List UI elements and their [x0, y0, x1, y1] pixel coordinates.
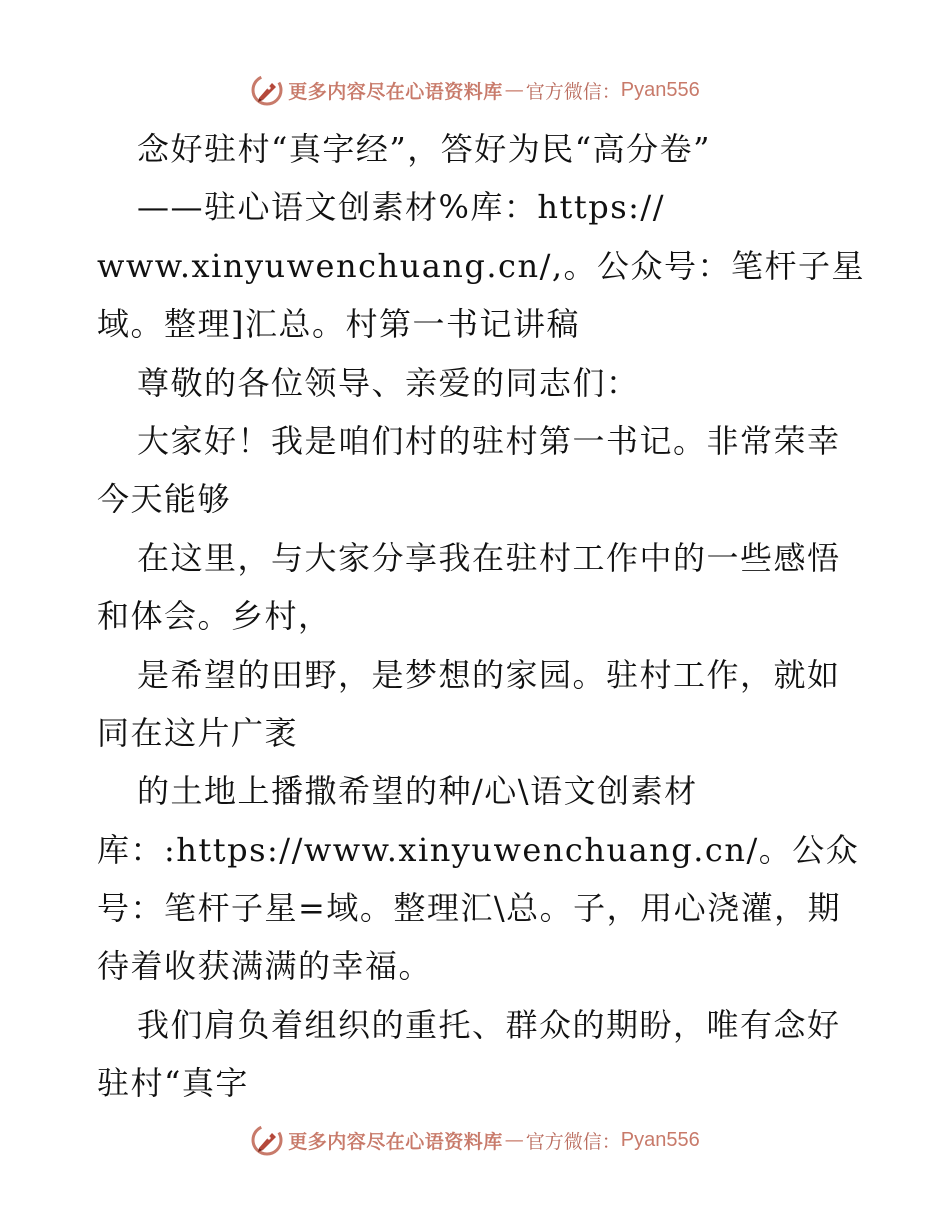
banner-dash: —: [504, 1129, 524, 1151]
text-line: 域。整理]汇总。村第一书记讲稿: [97, 305, 580, 344]
banner-text: 更多内容尽在心语资料库: [288, 1130, 503, 1153]
pen-nib-logo-icon: [250, 1123, 284, 1157]
text-line: 驻村“真字: [97, 1064, 249, 1103]
banner-wechat-label: 官方微信：: [525, 80, 621, 103]
pen-nib-logo-icon: [250, 73, 284, 107]
text-line: ——驻心语文创素材%库：https://: [137, 188, 665, 227]
text-line: www.xinyuwenchuang.cn/,。公众号：笔杆子星: [97, 246, 866, 285]
text-line: 库：:https://www.xinyuwenchuang.cn/。公众: [97, 830, 860, 869]
footer-watermark-banner: [0, 1120, 950, 1160]
banner-wechat-id: Pyan556: [620, 1128, 700, 1151]
salutation-line: 尊敬的各位领导、亲爱的同志们：: [137, 363, 640, 402]
text-line: 待着收获满满的幸福。: [97, 947, 433, 986]
text-line: 的土地上播撒希望的种/心\语文创素材: [137, 772, 698, 811]
text-line: 和体会。乡村，: [97, 597, 332, 636]
text-line: 号：笔杆子星=域。整理汇\总。子，用心浇灌，期: [97, 889, 842, 928]
banner-text: 更多内容尽在心语资料库: [288, 80, 503, 103]
document-title: 念好驻村“真字经”，答好为民“高分卷”: [137, 130, 711, 168]
document-body: [97, 120, 866, 1113]
text-line: 在这里，与大家分享我在驻村工作中的一些感悟: [137, 538, 841, 577]
text-line: 今天能够: [97, 480, 232, 519]
header-watermark-banner: [0, 70, 950, 110]
text-line: 同在这片广袤: [97, 713, 299, 752]
text-line: 大家好！我是咱们村的驻村第一书记。非常荣幸: [137, 421, 841, 460]
banner-dash: —: [504, 79, 524, 101]
banner-wechat-id: Pyan556: [620, 78, 700, 101]
banner-wechat-label: 官方微信：: [525, 1130, 621, 1153]
text-line: 我们肩负着组织的重托、群众的期盼，唯有念好: [137, 1005, 841, 1044]
text-line: 是希望的田野，是梦想的家园。驻村工作，就如: [137, 655, 841, 694]
